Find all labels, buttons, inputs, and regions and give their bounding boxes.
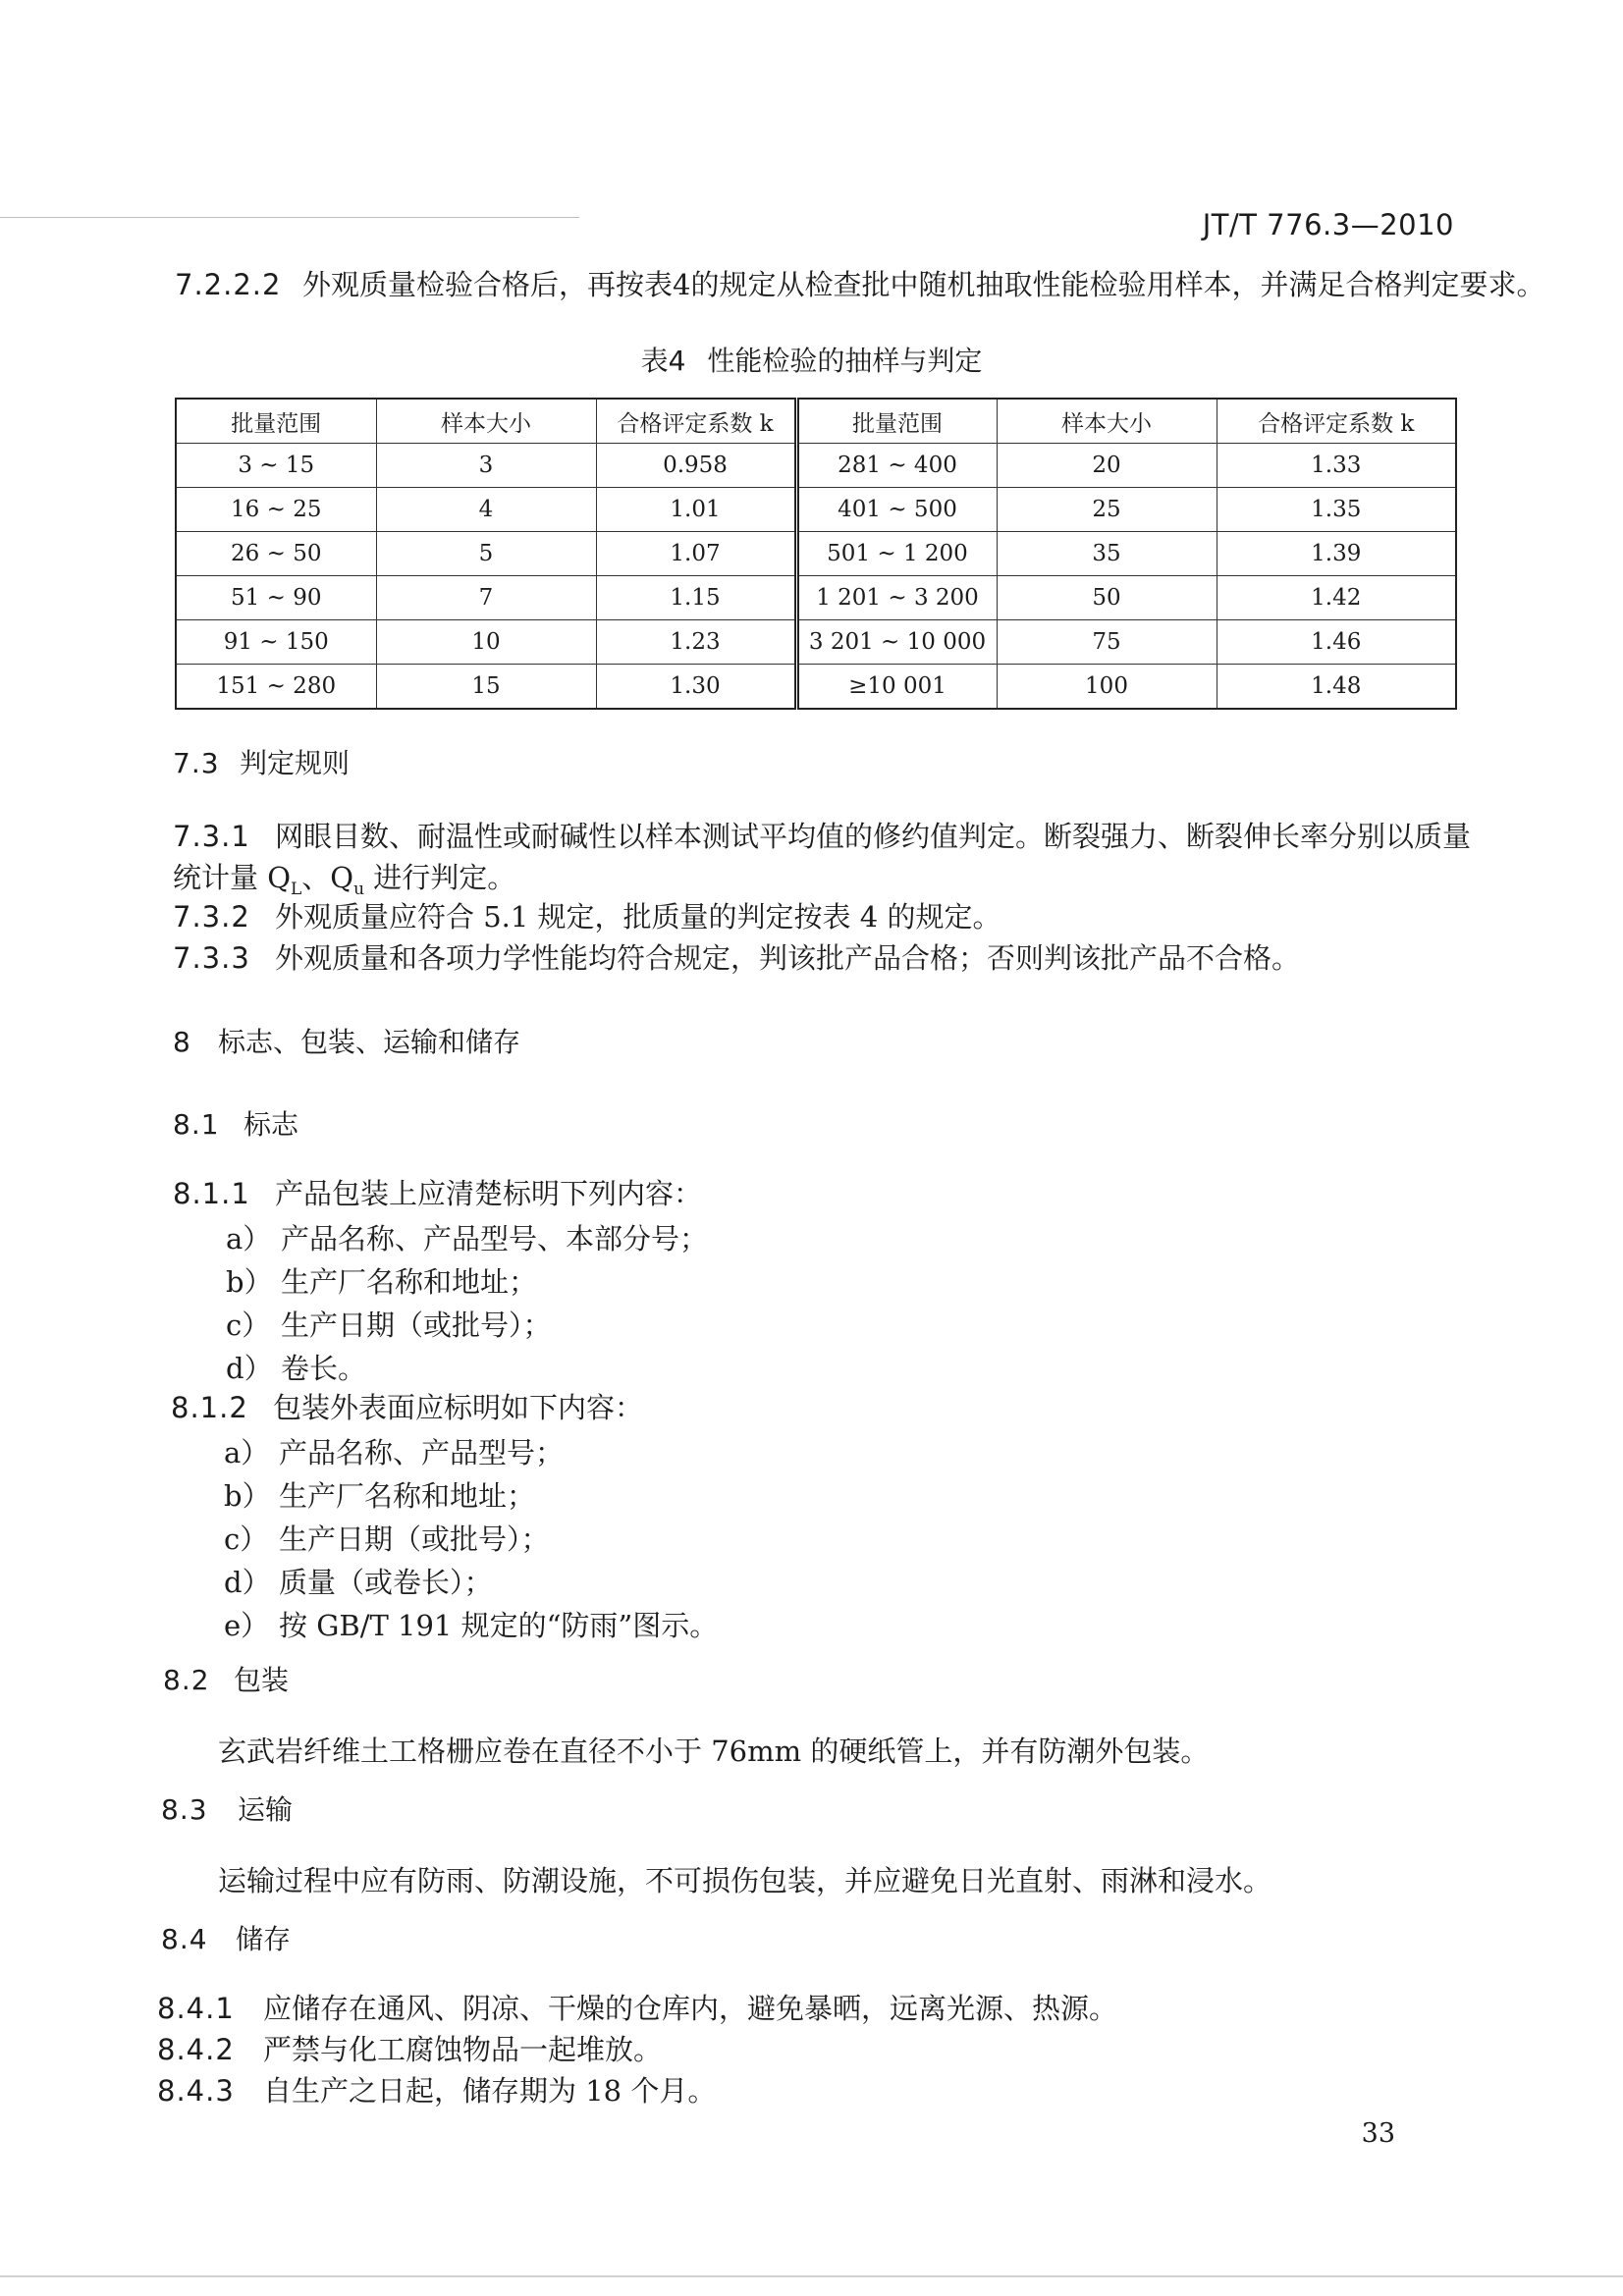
table-row <box>176 532 1456 576</box>
scan-artifact <box>0 217 579 218</box>
section-8-2-heading <box>163 1659 289 1698</box>
clause-number: 8.1.1 <box>173 1177 250 1210</box>
table-cell: 100 <box>997 665 1217 710</box>
list-item-text: 生产厂名称和地址； <box>281 1265 538 1299</box>
clause-text: 网眼目数、耐温性或耐碱性以样本测试平均值的修约值判定。断裂强力、断裂伸长率分别以质量 <box>275 820 1472 853</box>
table-cell: 91 ~ 150 <box>176 620 376 665</box>
list-item-label: d） <box>224 1566 271 1599</box>
table-caption-title: 性能检验的抽样与判定 <box>707 345 983 377</box>
list-item-label: b） <box>224 1479 271 1513</box>
list-item <box>224 1431 564 1471</box>
clause-text: 外观质量检验合格后，再按表4的规定从检查批中随机抽取性能检验用样本，并满足合格判定要求。 <box>302 268 1545 301</box>
table-cell: 1.42 <box>1217 576 1456 620</box>
list-item-text: 生产日期（或批号）； <box>279 1522 550 1556</box>
table-header-row <box>176 399 1456 444</box>
table-cell: 25 <box>997 488 1217 532</box>
table-cell: 75 <box>997 620 1217 665</box>
clause-7-3-1 <box>173 815 1471 858</box>
list-item-label: e） <box>224 1609 270 1642</box>
list-item-text: 产品名称、产品型号、本部分号； <box>281 1222 709 1255</box>
list-item <box>224 1604 718 1644</box>
list-item-label: c） <box>226 1308 271 1342</box>
table-header-cell: 样本大小 <box>997 399 1217 444</box>
table-cell: 1.07 <box>596 532 796 576</box>
list-item-label: c） <box>224 1522 269 1556</box>
list-item <box>226 1304 552 1344</box>
list-item-text: 卷长。 <box>281 1352 367 1385</box>
table-caption-number: 表4 <box>640 345 686 377</box>
clause-text: 包装外表面应标明如下内容： <box>273 1391 644 1424</box>
list-item-label: d） <box>226 1352 273 1385</box>
table-cell: 1.35 <box>1217 488 1456 532</box>
table-cell: 35 <box>997 532 1217 576</box>
clause-number: 7.2.2.2 <box>175 268 282 301</box>
clause-8-4-1 <box>157 1987 1117 2030</box>
list-item <box>224 1518 550 1558</box>
standard-number: JT/T 776.3—2010 <box>1202 208 1454 241</box>
list-item-text: 按 GB/T 191 规定的“防雨”图示。 <box>279 1609 719 1642</box>
table-caption <box>0 340 1623 379</box>
clause-number: 8.1.2 <box>171 1391 248 1424</box>
page-number: 33 <box>1361 2118 1395 2149</box>
clause-7-2-2-2 <box>175 263 1544 306</box>
clause-text: 应储存在通风、阴凉、干燥的仓库内，避免暴晒，远离光源、热源。 <box>263 1992 1118 2025</box>
section-title: 储存 <box>236 1923 292 1955</box>
subscript-u: u <box>353 879 365 899</box>
clause-text: 外观质量应符合 5.1 规定，批质量的判定按表 4 的规定。 <box>275 900 1001 934</box>
table-cell: ≥10 001 <box>796 665 997 710</box>
table-header-cell: 批量范围 <box>176 399 376 444</box>
table-cell: 3 ~ 15 <box>176 444 376 488</box>
section-number: 8.3 <box>161 1793 208 1826</box>
list-item-label: a） <box>226 1222 272 1255</box>
table-cell: 3 201 ~ 10 000 <box>796 620 997 665</box>
table-cell: 5 <box>376 532 596 576</box>
table-row <box>176 576 1456 620</box>
section-number: 7.3 <box>173 747 220 779</box>
section-title: 包装 <box>234 1664 290 1696</box>
table-cell: 51 ~ 90 <box>176 576 376 620</box>
section-number: 8.4 <box>161 1923 208 1955</box>
table-cell: 10 <box>376 620 596 665</box>
clause-text: 自生产之日起，储存期为 18 个月。 <box>263 2074 717 2108</box>
clause-7-3-2 <box>173 895 1001 938</box>
clause-text: 严禁与化工腐蚀物品一起堆放。 <box>263 2033 663 2066</box>
clause-number: 7.3.1 <box>173 820 250 853</box>
list-item-label: b） <box>226 1265 273 1299</box>
table-cell: 1.30 <box>596 665 796 710</box>
clause-number: 8.4.3 <box>157 2074 235 2108</box>
list-item <box>226 1217 708 1257</box>
section-8-3-body: 运输过程中应有防雨、防潮设施，不可损伤包装，并应避免日光直射、雨淋和浸水。 <box>218 1864 1272 1897</box>
clause-8-1-2 <box>171 1386 643 1429</box>
table-cell: 281 ~ 400 <box>796 444 997 488</box>
table-cell: 16 ~ 25 <box>176 488 376 532</box>
subscript-l: L <box>291 879 302 899</box>
table-cell: 15 <box>376 665 596 710</box>
table-cell: 4 <box>376 488 596 532</box>
section-title: 标志、包装、运输和储存 <box>218 1026 521 1058</box>
table-cell: 1 201 ~ 3 200 <box>796 576 997 620</box>
clause-text: 产品包装上应清楚标明下列内容： <box>275 1177 703 1210</box>
section-title: 运输 <box>238 1793 294 1826</box>
section-title: 判定规则 <box>240 747 351 779</box>
list-item-text: 质量（或卷长）； <box>279 1566 493 1599</box>
clause-8-4-3 <box>157 2069 716 2112</box>
clause-8-1-1 <box>173 1172 702 1215</box>
section-8-heading <box>173 1021 520 1060</box>
table-cell: 1.39 <box>1217 532 1456 576</box>
section-number: 8.1 <box>173 1108 220 1141</box>
table-cell: 1.01 <box>596 488 796 532</box>
table-row <box>176 665 1456 710</box>
clause-text: 统计量 Q <box>173 861 291 894</box>
table-cell: 401 ~ 500 <box>796 488 997 532</box>
table-row <box>176 444 1456 488</box>
table-cell: 1.33 <box>1217 444 1456 488</box>
clause-7-3-3 <box>173 936 1300 980</box>
list-item <box>226 1347 366 1387</box>
list-item-text: 生产日期（或批号）； <box>281 1308 552 1342</box>
table-cell: 1.46 <box>1217 620 1456 665</box>
clause-number: 8.4.1 <box>157 1992 235 2025</box>
table-header-cell: 批量范围 <box>796 399 997 444</box>
table-cell: 3 <box>376 444 596 488</box>
scan-artifact <box>0 2275 1623 2277</box>
list-item-text: 产品名称、产品型号； <box>279 1436 565 1469</box>
section-7-3-heading <box>173 742 350 781</box>
table-cell: 0.958 <box>596 444 796 488</box>
section-8-1-heading <box>173 1103 298 1143</box>
table-cell: 1.48 <box>1217 665 1456 710</box>
clause-number: 7.3.2 <box>173 900 250 934</box>
section-title: 标志 <box>243 1108 299 1141</box>
clause-number: 8.4.2 <box>157 2033 235 2066</box>
section-number: 8 <box>173 1026 191 1058</box>
list-item-label: a） <box>224 1436 270 1469</box>
clause-8-4-2 <box>157 2028 662 2071</box>
clause-text: 、Q <box>301 861 354 894</box>
table-cell: 50 <box>997 576 1217 620</box>
table-cell: 1.15 <box>596 576 796 620</box>
section-8-4-heading <box>161 1918 291 1957</box>
sampling-table <box>175 398 1457 710</box>
table-cell: 7 <box>376 576 596 620</box>
section-8-2-body: 玄武岩纤维土工格栅应卷在直径不小于 76mm 的硬纸管上，并有防潮外包装。 <box>218 1735 1210 1768</box>
section-number: 8.2 <box>163 1664 210 1696</box>
list-item <box>224 1561 493 1601</box>
list-item <box>226 1260 537 1301</box>
table-cell: 26 ~ 50 <box>176 532 376 576</box>
section-8-3-heading <box>161 1789 293 1828</box>
table-header-cell: 样本大小 <box>376 399 596 444</box>
list-item-text: 生产厂名称和地址； <box>279 1479 536 1513</box>
table-cell: 151 ~ 280 <box>176 665 376 710</box>
table-header-cell: 合格评定系数 k <box>596 399 796 444</box>
table-cell: 501 ~ 1 200 <box>796 532 997 576</box>
table-row <box>176 620 1456 665</box>
clause-number: 7.3.3 <box>173 941 250 975</box>
list-item <box>224 1474 535 1515</box>
clause-text: 外观质量和各项力学性能均符合规定，判该批产品合格；否则判该批产品不合格。 <box>275 941 1301 975</box>
table-cell: 1.23 <box>596 620 796 665</box>
clause-text: 进行判定。 <box>364 861 516 894</box>
table-row <box>176 488 1456 532</box>
table-header-cell: 合格评定系数 k <box>1217 399 1456 444</box>
table-cell: 20 <box>997 444 1217 488</box>
